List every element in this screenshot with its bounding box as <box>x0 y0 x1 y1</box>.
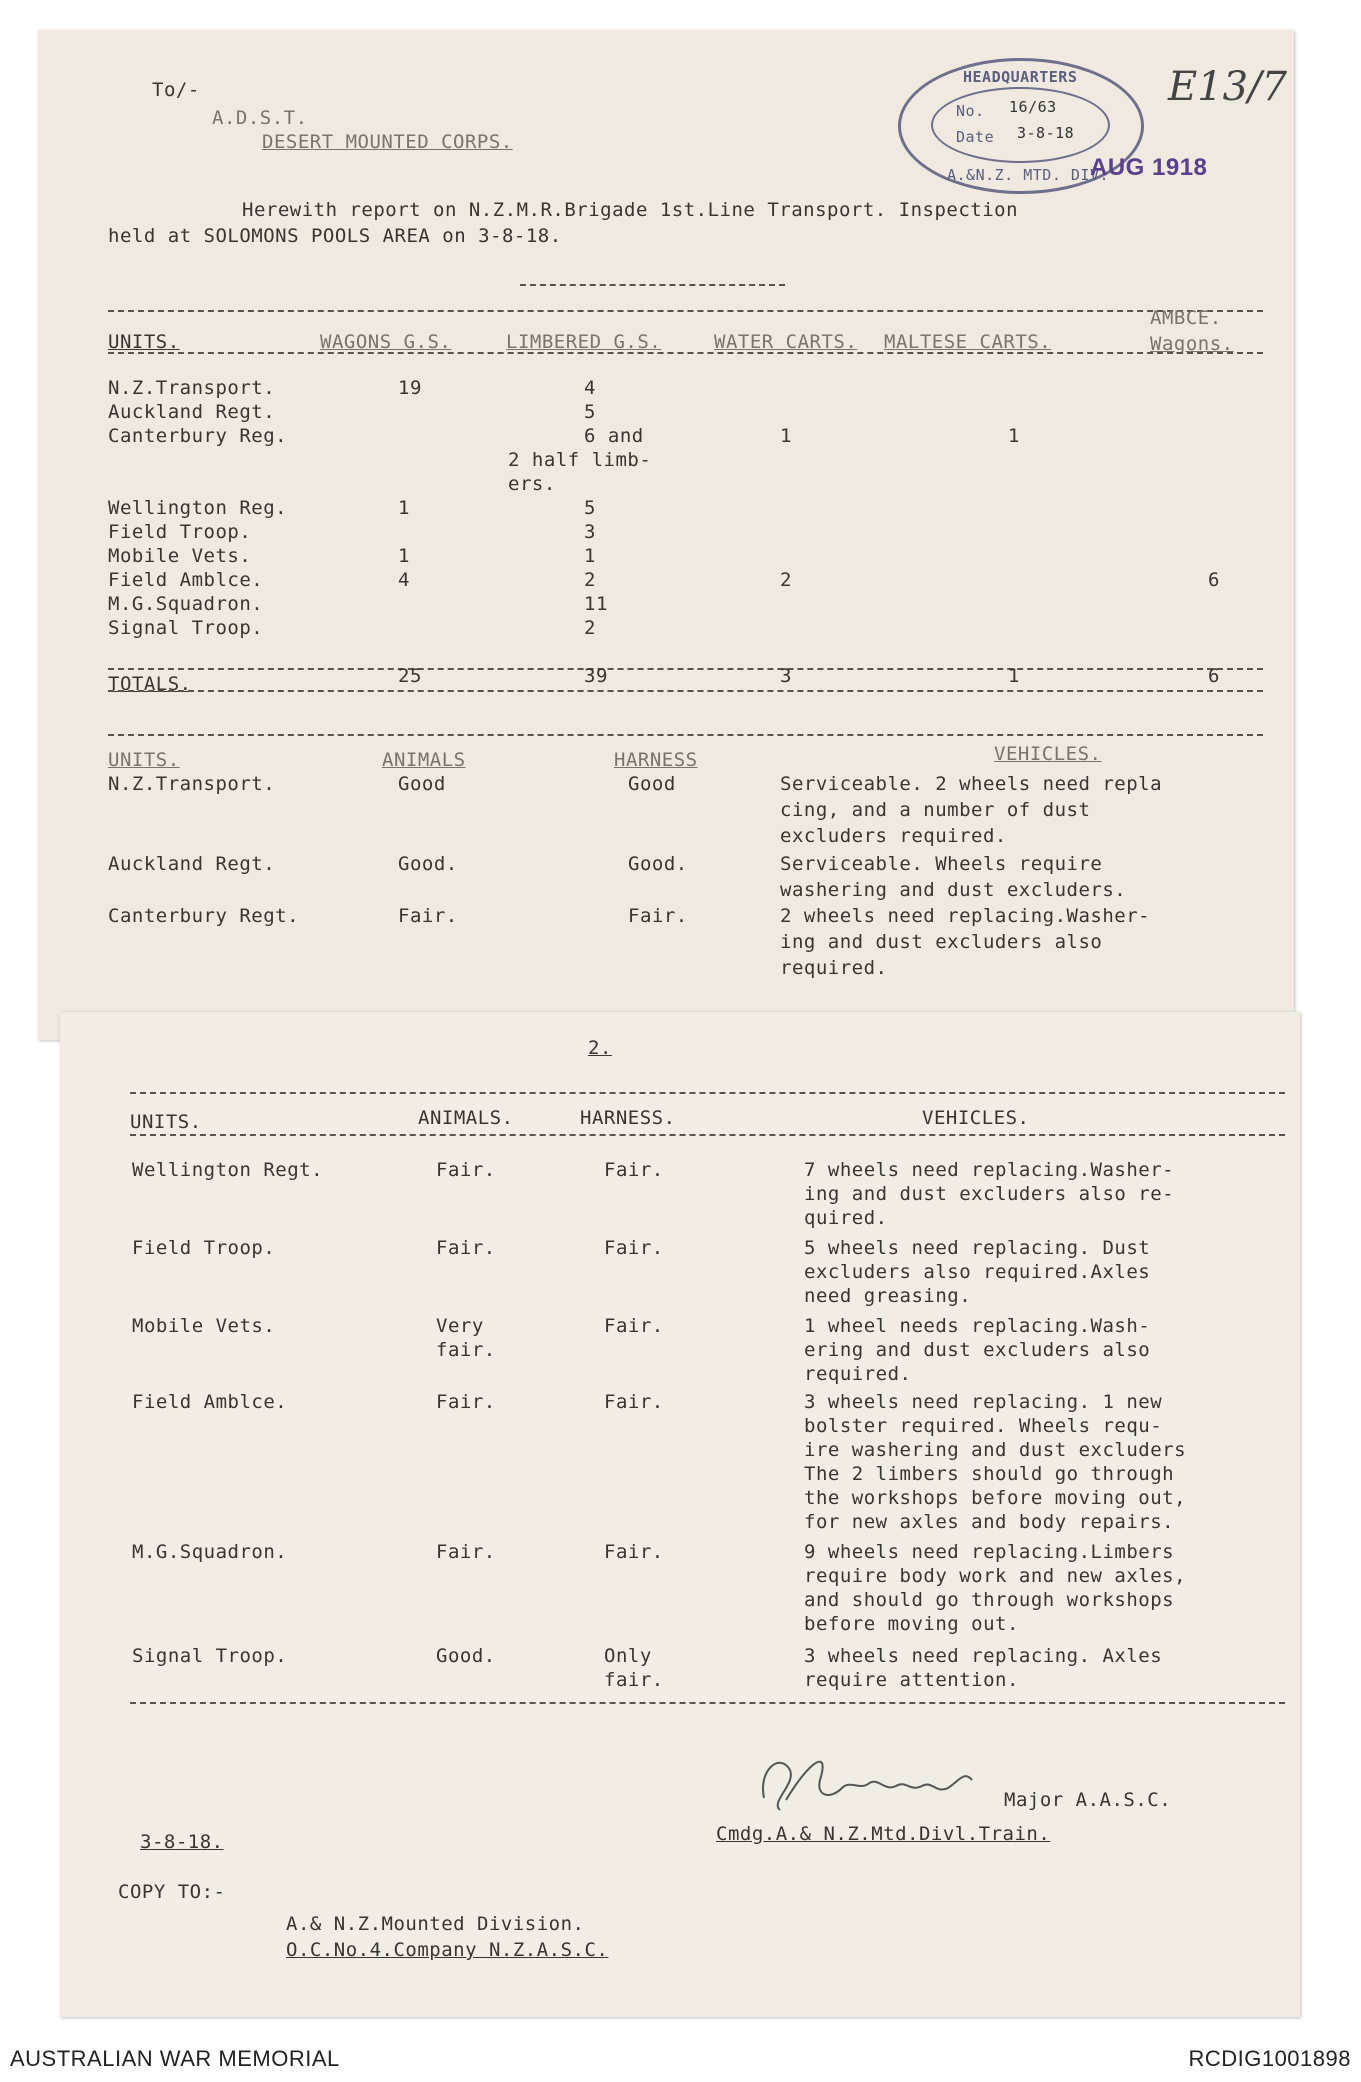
table1-header-rule <box>108 352 1263 354</box>
table1-cell: 19 <box>398 377 422 399</box>
table2-vehicles-line: required. <box>780 957 888 979</box>
totals-bottom-rule <box>108 690 1263 692</box>
page2-harness: Fair. <box>604 1159 664 1181</box>
table1-cell: M.G.Squadron. <box>108 593 264 615</box>
stamp-title: HEADQUARTERS <box>963 68 1078 86</box>
page2-vehicles-line: excluders also required.Axles <box>804 1261 1151 1283</box>
page2-harness: Fair. <box>604 1541 664 1563</box>
page2-animals: Fair. <box>436 1237 496 1259</box>
table2-unit: N.Z.Transport. <box>108 773 276 795</box>
table1-cell: 2 <box>584 569 596 591</box>
page2-header-harness: HARNESS. <box>580 1107 676 1129</box>
footer-record-id: RCDIG1001898 <box>1188 2046 1351 2071</box>
page2-harness: Fair. <box>604 1237 664 1259</box>
page2-harness: fair. <box>604 1669 664 1691</box>
page2-vehicles-line: ire washering and dust excluders <box>804 1439 1187 1461</box>
report-date: 3-8-18. <box>140 1831 224 1853</box>
table2-header-vehicles: VEHICLES. <box>994 743 1102 765</box>
signature-scrawl <box>750 1740 995 1820</box>
table2-harness: Good. <box>628 853 688 875</box>
totals-top-rule <box>108 668 1263 670</box>
copy-to-label: COPY TO:- <box>118 1881 226 1903</box>
addressee-line-1: A.D.S.T. <box>212 107 308 129</box>
page2-vehicles-line: 3 wheels need replacing. 1 new <box>804 1391 1163 1413</box>
page2-animals: fair. <box>436 1339 496 1361</box>
intro-line-1: Herewith report on N.Z.M.R.Brigade 1st.Line Transport. Inspection <box>242 199 1019 221</box>
totals-limbered: 39 <box>584 665 608 687</box>
table2-header-animals: ANIMALS <box>382 749 466 771</box>
table1-cell: 11 <box>584 593 608 615</box>
stamp-date-label: Date <box>956 128 995 146</box>
stamp-bottom-text: A.&N.Z. MTD. DIV. <box>947 166 1110 184</box>
table2-vehicles-line: 2 wheels need replacing.Washer- <box>780 905 1151 927</box>
page2-vehicles-line: 7 wheels need replacing.Washer- <box>804 1159 1175 1181</box>
table1-cell: 1 <box>1008 425 1020 447</box>
page2-unit: Mobile Vets. <box>132 1315 276 1337</box>
footer-institution: AUSTRALIAN WAR MEMORIAL <box>10 2046 340 2071</box>
table2-vehicles-line: excluders required. <box>780 825 1007 847</box>
table2-animals: Good. <box>398 853 458 875</box>
page2-harness: Fair. <box>604 1315 664 1337</box>
page2-harness: Fair. <box>604 1391 664 1413</box>
table1-header-units: UNITS. <box>108 331 180 353</box>
page2-vehicles-line: 5 wheels need replacing. Dust <box>804 1237 1151 1259</box>
signatory-title: Cmdg.A.& N.Z.Mtd.Divl.Train. <box>716 1823 1051 1845</box>
to-label: To/- <box>152 79 200 101</box>
table1-cell: 1 <box>398 545 410 567</box>
intro-line-2: held at SOLOMONS POOLS AREA on 3-8-18. <box>108 225 562 247</box>
page2-vehicles-line: and should go through workshops <box>804 1589 1175 1611</box>
page2-vehicles-line: for new axles and body repairs. <box>804 1511 1175 1533</box>
signatory-rank: Major A.A.S.C. <box>1004 1789 1172 1811</box>
page2-vehicles-line: bolster required. Wheels requ- <box>804 1415 1163 1437</box>
table2-animals: Fair. <box>398 905 458 927</box>
table1-cell: Mobile Vets. <box>108 545 252 567</box>
page2-animals: Good. <box>436 1645 496 1667</box>
page2-vehicles-line: need greasing. <box>804 1285 972 1307</box>
page2-harness: Only <box>604 1645 652 1667</box>
page2-vehicles-line: quired. <box>804 1207 888 1229</box>
table1-cell: 2 half limb- <box>508 449 652 471</box>
totals-wagons: 25 <box>398 665 422 687</box>
table2-header-units: UNITS. <box>108 749 180 771</box>
copy-to-line-1: A.& N.Z.Mounted Division. <box>286 1913 585 1935</box>
page2-vehicles-line: ing and dust excluders also re- <box>804 1183 1175 1205</box>
table1-cell: 6 and <box>584 425 644 447</box>
page-number: 2. <box>588 1037 612 1059</box>
table1-header-limbered: LIMBERED G.S. <box>506 331 662 353</box>
table1-cell: 5 <box>584 401 596 423</box>
table1-cell: Field Troop. <box>108 521 252 543</box>
totals-maltese-carts: 1 <box>1008 665 1020 687</box>
table2-vehicles-line: ing and dust excluders also <box>780 931 1103 953</box>
page2-animals: Fair. <box>436 1391 496 1413</box>
table1-cell: N.Z.Transport. <box>108 377 276 399</box>
stamp-no-value: 16/63 <box>1009 98 1057 116</box>
page2-unit: Signal Troop. <box>132 1645 288 1667</box>
table2-header-harness: HARNESS <box>614 749 698 771</box>
page2-vehicles-line: require body work and new axles, <box>804 1565 1187 1587</box>
page2-header-units: UNITS. <box>130 1111 202 1133</box>
table2-top-rule <box>108 734 1263 736</box>
page2-animals: Very <box>436 1315 484 1337</box>
table1-cell: Signal Troop. <box>108 617 264 639</box>
page2-unit: Wellington Regt. <box>132 1159 324 1181</box>
stamp-date-value: 3-8-18 <box>1017 124 1075 142</box>
page2-vehicles-line: the workshops before moving out, <box>804 1487 1187 1509</box>
table2-vehicles-line: cing, and a number of dust <box>780 799 1091 821</box>
totals-water-carts: 3 <box>780 665 792 687</box>
copy-to-line-2: O.C.No.4.Company N.Z.A.S.C. <box>286 1939 609 1961</box>
page2-animals: Fair. <box>436 1159 496 1181</box>
page2-unit: Field Amblce. <box>132 1391 288 1413</box>
table2-vehicles-line: Serviceable. Wheels require <box>780 853 1103 875</box>
table1-header-water-carts: WATER CARTS. <box>714 331 858 353</box>
page2-vehicles-line: require attention. <box>804 1669 1019 1691</box>
table1-cell: 1 <box>398 497 410 519</box>
table2-harness: Good <box>628 773 676 795</box>
table1-cell: ers. <box>508 473 556 495</box>
page2-vehicles-line: 9 wheels need replacing.Limbers <box>804 1541 1175 1563</box>
page2-header-vehicles: VEHICLES. <box>922 1107 1030 1129</box>
table1-top-rule <box>108 310 1263 312</box>
file-reference: E13/7 <box>1168 64 1288 110</box>
table1-header-wagons: WAGONS G.S. <box>320 331 452 353</box>
totals-ambce: 6 <box>1208 665 1220 687</box>
separator-short <box>520 284 785 286</box>
totals-label: TOTALS. <box>108 673 192 695</box>
page2-vehicles-line: before moving out. <box>804 1613 1019 1635</box>
addressee-line-2: DESERT MOUNTED CORPS. <box>262 131 513 153</box>
page2-vehicles-line: 1 wheel needs replacing.Wash- <box>804 1315 1151 1337</box>
table1-cell: 2 <box>584 617 596 639</box>
received-date-stamp: AUG 1918 <box>1090 154 1208 181</box>
table1-cell: 4 <box>584 377 596 399</box>
table1-cell: Field Amblce. <box>108 569 264 591</box>
table1-cell: Canterbury Reg. <box>108 425 288 447</box>
table1-cell: Wellington Reg. <box>108 497 288 519</box>
table1-cell: 5 <box>584 497 596 519</box>
stamp-no-label: No. <box>956 102 985 120</box>
page2-vehicles-line: ering and dust excluders also <box>804 1339 1151 1361</box>
table2-animals: Good <box>398 773 446 795</box>
table1-header-wagons-2: Wagons. <box>1150 333 1234 355</box>
table1-cell: 1 <box>584 545 596 567</box>
table1-cell: 2 <box>780 569 792 591</box>
table1-cell: 3 <box>584 521 596 543</box>
table1-header-maltese-carts: MALTESE CARTS. <box>884 331 1052 353</box>
table2-unit: Canterbury Regt. <box>108 905 300 927</box>
page2-vehicles-line: required. <box>804 1363 912 1385</box>
page2-vehicles-line: The 2 limbers should go through <box>804 1463 1175 1485</box>
page2-top-rule <box>130 1092 1285 1094</box>
table1-header-ambce: AMBCE. <box>1150 307 1222 329</box>
table1-cell: 4 <box>398 569 410 591</box>
page2-unit: M.G.Squadron. <box>132 1541 288 1563</box>
table1-cell: 6 <box>1208 569 1220 591</box>
page2-animals: Fair. <box>436 1541 496 1563</box>
page2-header-rule <box>130 1134 1285 1136</box>
page2-unit: Field Troop. <box>132 1237 276 1259</box>
page2-header-animals: ANIMALS. <box>418 1107 514 1129</box>
page2-vehicles-line: 3 wheels need replacing. Axles <box>804 1645 1163 1667</box>
table2-unit: Auckland Regt. <box>108 853 276 875</box>
table1-cell: 1 <box>780 425 792 447</box>
table2-vehicles-line: Serviceable. 2 wheels need repla <box>780 773 1163 795</box>
table2-vehicles-line: washering and dust excluders. <box>780 879 1127 901</box>
page2-bottom-rule <box>130 1702 1285 1704</box>
table1-cell: Auckland Regt. <box>108 401 276 423</box>
table2-harness: Fair. <box>628 905 688 927</box>
